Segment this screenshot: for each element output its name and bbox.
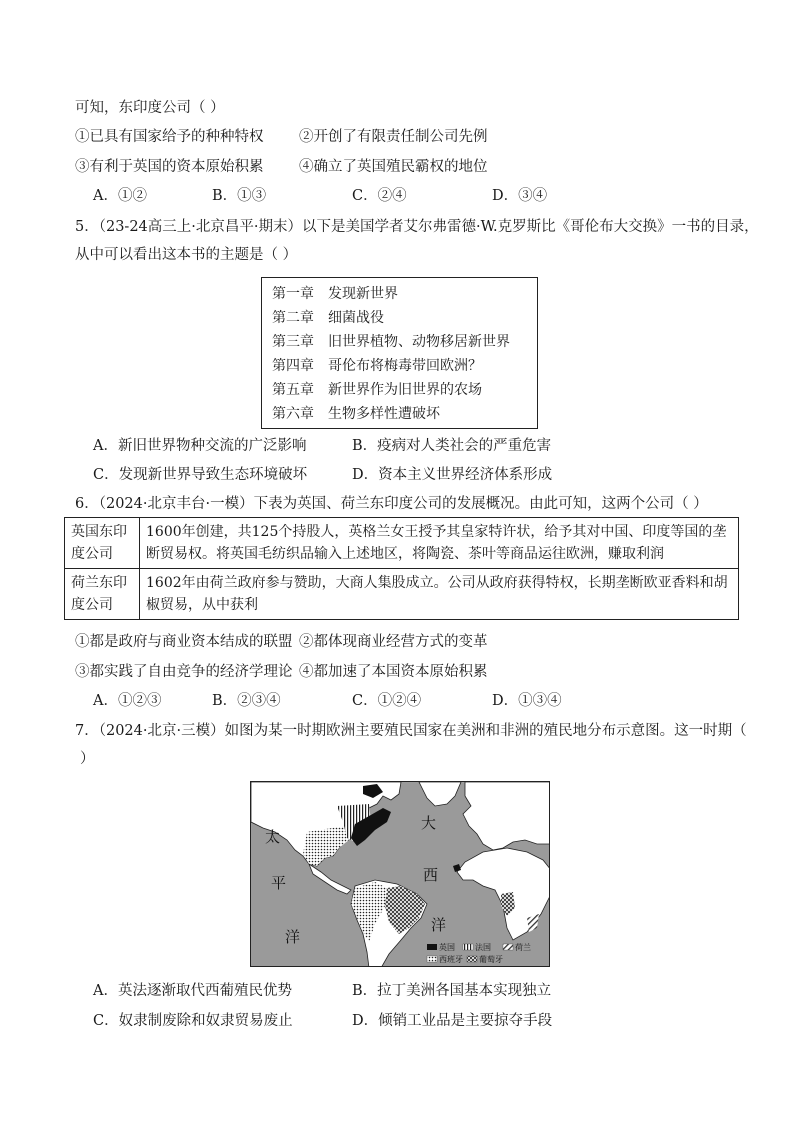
toc-title: 生物多样性遭破坏 xyxy=(328,406,440,422)
ocean-label: 洋 xyxy=(431,916,447,934)
legend-label-spain: 西班牙 xyxy=(439,955,463,964)
central-america-land xyxy=(309,864,351,894)
q4-item-1: ①已具有国家给予的种种特权 xyxy=(75,129,264,145)
toc-chapter: 第六章 xyxy=(272,406,314,422)
legend-swatch-portugal xyxy=(467,956,477,962)
europe-land xyxy=(463,782,550,850)
q7-option-d[interactable]: D．倾销工业品是主要掠夺手段 xyxy=(352,1013,553,1029)
legend-swatch-spain xyxy=(427,956,437,962)
legend-label-netherlands: 荷兰 xyxy=(515,943,531,952)
table-body-cell: 1600年创建，共125个持股人，英格兰女王授予其皇家特许状，给予其对中国、印度等国的垄断贸易权。将英国毛纺织品输入上述地区，将陶瓷、茶叶等商品运往欧洲，赚取利润 xyxy=(140,518,739,569)
q5-stem-line2: 从中可以看出这本书的主题是（ ） xyxy=(75,247,298,263)
q5-option-a[interactable]: A．新旧世界物种交流的广泛影响 xyxy=(93,438,307,454)
q4-option-b[interactable]: B．①③ xyxy=(212,188,267,204)
table-head-cell: 英国东印度公司 xyxy=(65,518,140,569)
toc-row xyxy=(272,284,398,304)
toc-chapter: 第四章 xyxy=(272,358,314,374)
q4-option-c[interactable]: C．②④ xyxy=(352,188,407,204)
q5-option-b[interactable]: B．疫病对人类社会的严重危害 xyxy=(352,438,552,454)
table-body-cell: 1602年由荷兰政府参与赞助，大商人集股成立。公司从政府获得特权，长期垄断欧亚香料和胡椒贸易，从中获利 xyxy=(140,569,739,620)
q6-option-d[interactable]: D．①③④ xyxy=(492,693,562,709)
legend-swatch-netherlands xyxy=(503,944,513,950)
ocean-label: 太 xyxy=(265,828,281,846)
toc-row xyxy=(272,380,482,400)
greenland-land xyxy=(419,782,461,806)
q6-item-4: ④都加速了本国资本原始积累 xyxy=(299,664,488,680)
toc-title: 新世界作为旧世界的农场 xyxy=(328,382,482,398)
spain-colony-north xyxy=(303,826,349,866)
toc-chapter: 第二章 xyxy=(272,310,314,326)
table-row xyxy=(65,518,739,569)
q6-company-table xyxy=(64,517,739,620)
toc-row xyxy=(272,404,440,424)
q6-stem: 6．（2024·北京丰台·一模）下表为英国、荷兰东印度公司的发展概况。由此可知，这两个公司（ ） xyxy=(75,496,708,512)
q6-option-a[interactable]: A．①②③ xyxy=(93,693,162,709)
toc-chapter: 第一章 xyxy=(272,286,314,302)
q6-item-2: ②都体现商业经营方式的变革 xyxy=(299,634,488,650)
legend-swatch-britain xyxy=(427,944,437,950)
legend-label-britain: 英国 xyxy=(439,943,455,952)
toc-title: 旧世界植物、动物移居新世界 xyxy=(328,334,510,350)
q6-option-b[interactable]: B．②③④ xyxy=(212,693,281,709)
toc-row xyxy=(272,308,384,328)
q6-item-1: ①都是政府与商业资本结成的联盟 xyxy=(75,634,293,650)
toc-title: 发现新世界 xyxy=(328,286,398,302)
ocean-label: 大 xyxy=(421,814,437,832)
ocean-label: 洋 xyxy=(285,928,301,946)
colonial-map xyxy=(250,781,550,967)
toc-row xyxy=(272,356,482,376)
q4-option-a[interactable]: A．①② xyxy=(93,188,147,204)
legend-label-france: 法国 xyxy=(475,943,491,952)
legend-swatch-france xyxy=(463,944,473,950)
toc-chapter: 第三章 xyxy=(272,334,314,350)
q7-stem-line2: ） xyxy=(80,751,95,767)
q6-option-c[interactable]: C．①②④ xyxy=(352,693,422,709)
q7-option-a[interactable]: A．英法逐渐取代西葡殖民优势 xyxy=(93,983,292,999)
map-legend xyxy=(427,942,531,964)
q7-option-c[interactable]: C．奴隶制废除和奴隶贸易废止 xyxy=(93,1013,293,1029)
q5-option-c[interactable]: C．发现新世界导致生态环境破坏 xyxy=(93,467,308,483)
toc-title: 细菌战役 xyxy=(328,310,384,326)
q5-table-of-contents xyxy=(261,277,538,429)
map-svg xyxy=(251,782,550,967)
q7-option-b[interactable]: B．拉丁美洲各国基本实现独立 xyxy=(352,983,552,999)
q6-item-3: ③都实践了自由竞争的经济学理论 xyxy=(75,664,293,680)
q4-stem-tail: 可知，东印度公司（ ） xyxy=(75,100,225,116)
q4-item-4: ④确立了英国殖民霸权的地位 xyxy=(299,159,488,175)
q5-stem-line1: 5．（23-24高三上·北京昌平·期末）以下是美国学者艾尔弗雷德·W.克罗斯比《哥伦布大交换》一书的目录， xyxy=(75,219,759,235)
toc-chapter: 第五章 xyxy=(272,382,314,398)
toc-row xyxy=(272,332,510,352)
q7-stem-line1: 7．（2024·北京·三模）如图为某一时期欧洲主要殖民国家在美洲和非洲的殖民地分布示意图。这一时期（ xyxy=(75,723,747,739)
toc-title: 哥伦布将梅毒带回欧洲？ xyxy=(328,358,482,374)
q5-option-d[interactable]: D．资本主义世界经济体系形成 xyxy=(352,467,553,483)
table-head-cell: 荷兰东印度公司 xyxy=(65,569,140,620)
legend-label-portugal: 葡萄牙 xyxy=(479,955,503,964)
table-row xyxy=(65,569,739,620)
q4-option-d[interactable]: D．③④ xyxy=(492,188,548,204)
ocean-label: 西 xyxy=(423,866,439,884)
q4-item-2: ②开创了有限责任制公司先例 xyxy=(299,129,488,145)
q4-item-3: ③有利于英国的资本原始积累 xyxy=(75,159,264,175)
ocean-label: 平 xyxy=(271,874,287,892)
